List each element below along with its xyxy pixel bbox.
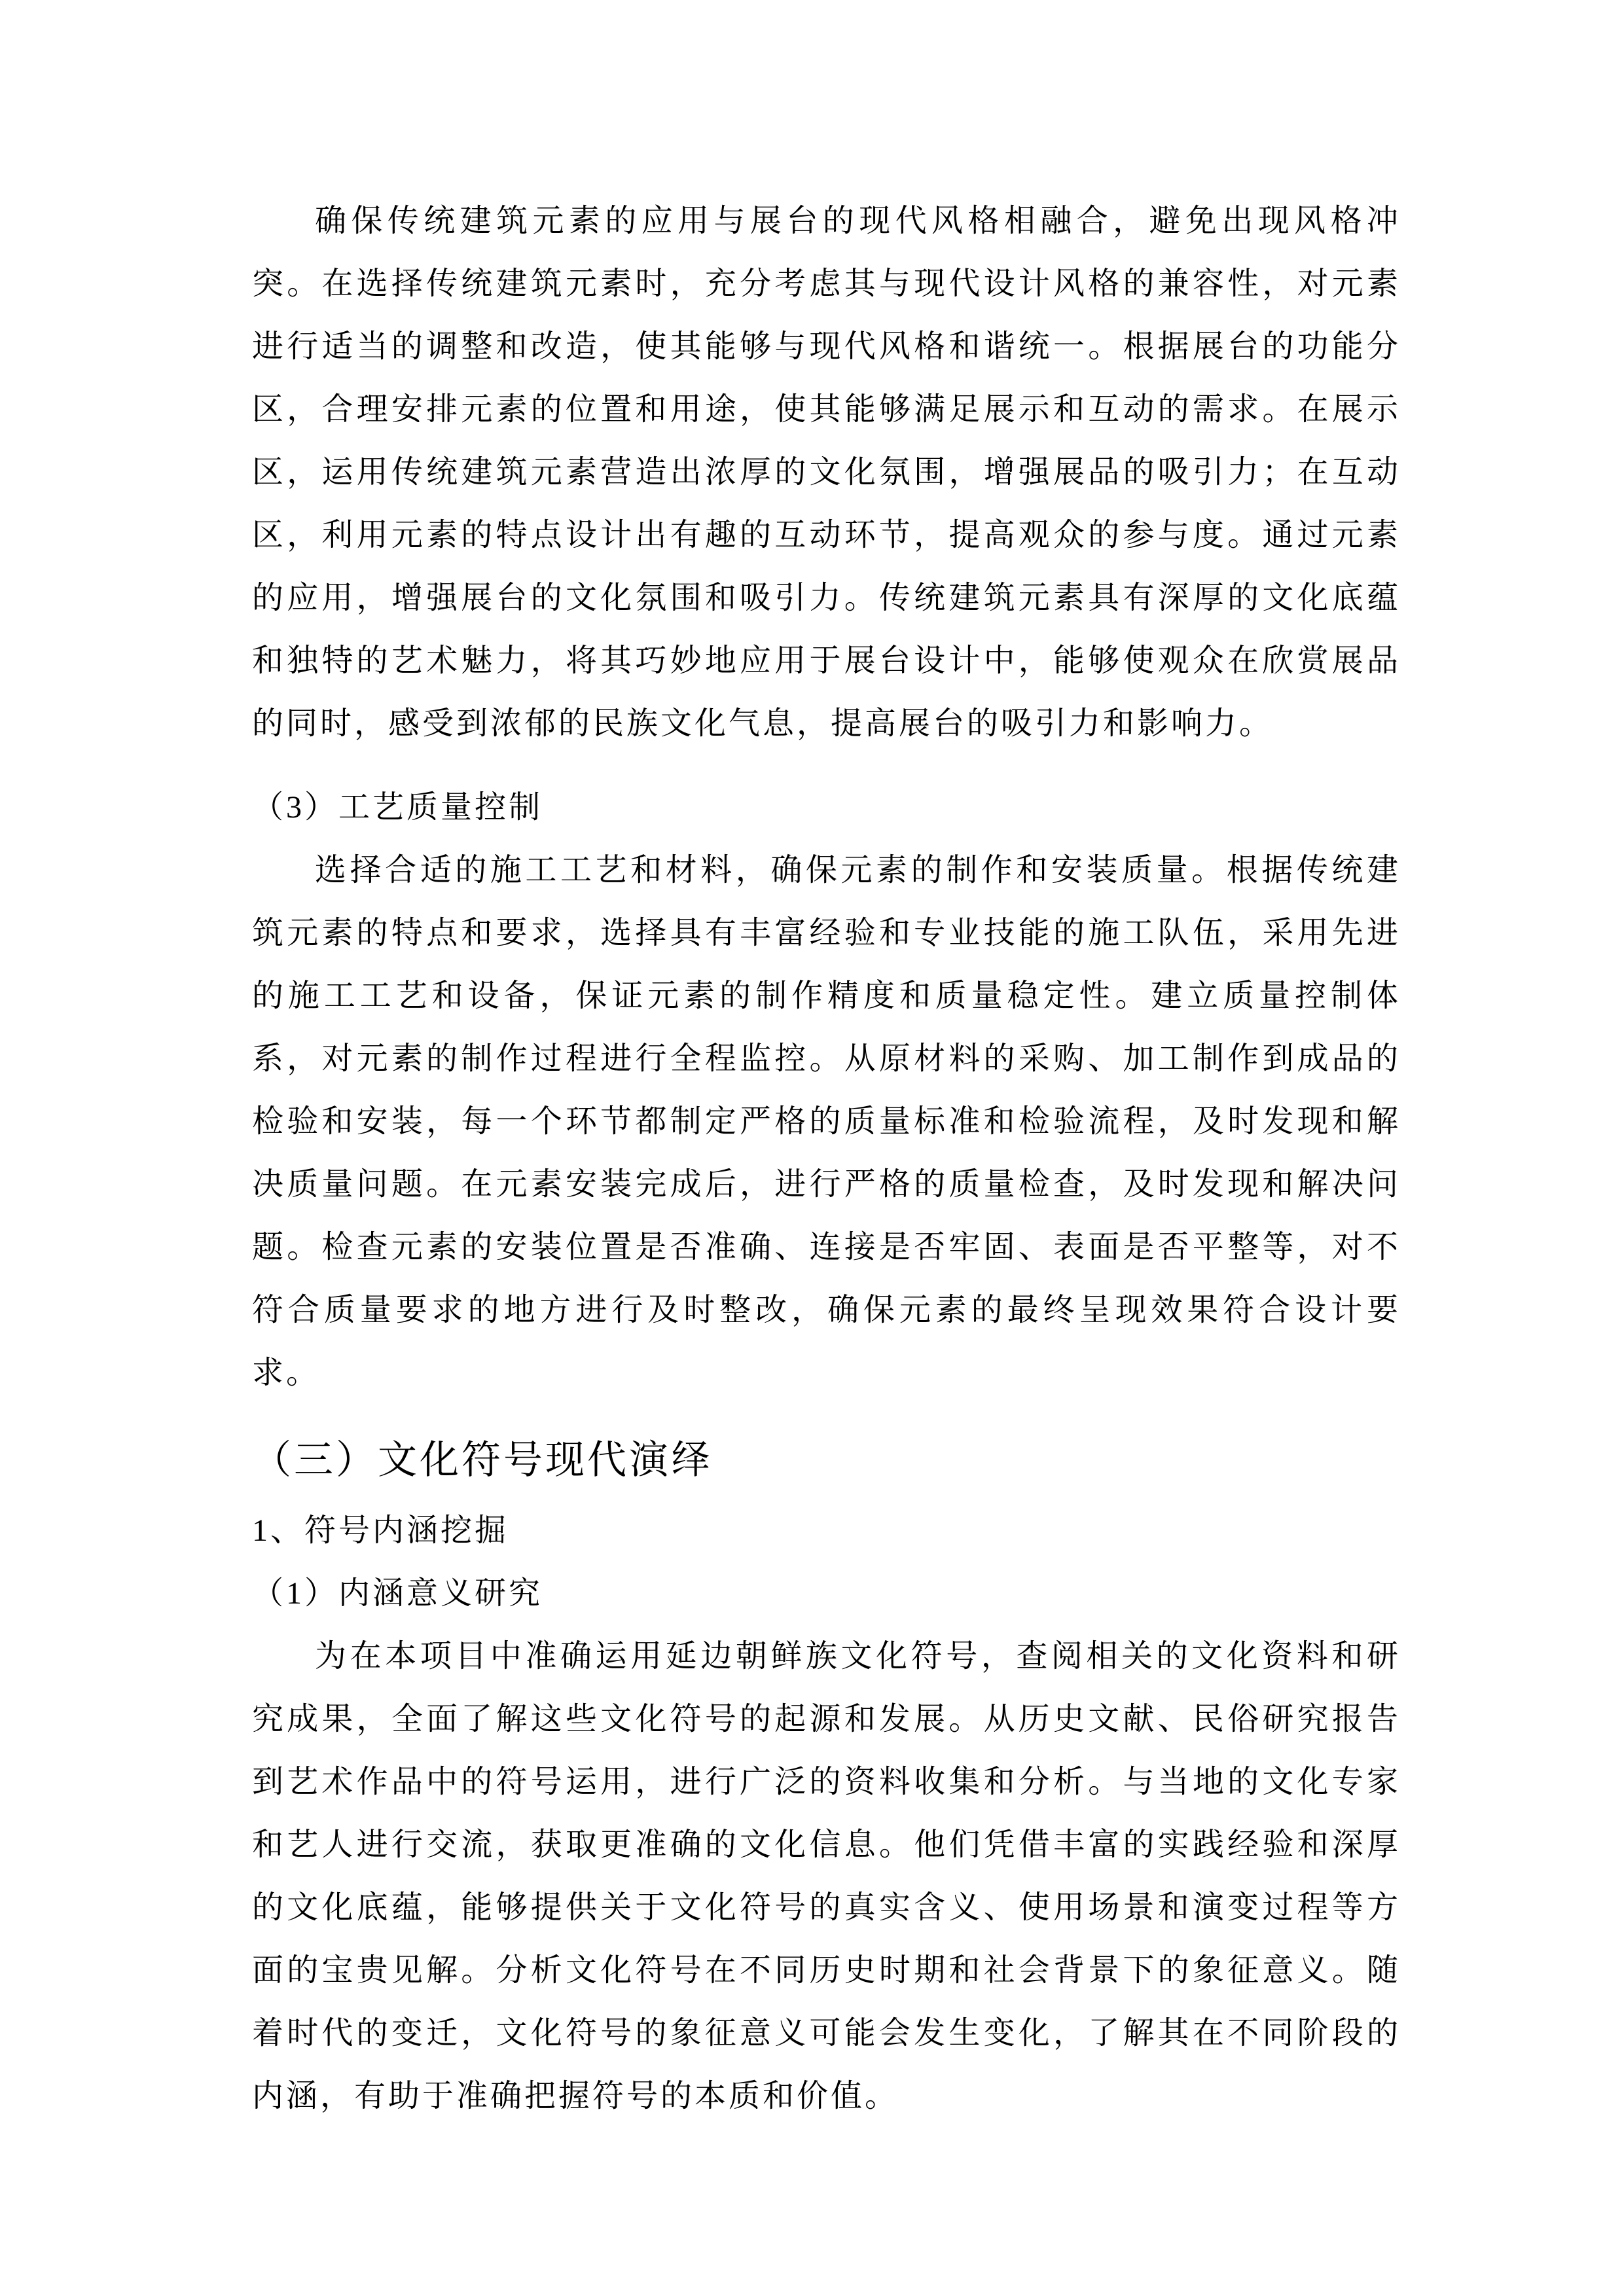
numbered-heading-symbol-connotation: 1、符号内涵挖掘 bbox=[252, 1513, 509, 1548]
body-paragraph-symbol-research: 为在本项目中准确运用延边朝鲜族文化符号，查阅相关的文化资料和研究成果，全面了解这些文化符号的起源和发展。从历史文献、民俗研究报告到艺术作品中的符号运用，进行广泛的资料收集和分析。与当地的文化专家和艺人进行交流，获取更准确的文化信息。他们凭借丰富的实践经验和深厚的文化底蕴，能够提供关于文化符号的真实含义、使用场景和演变过程等方面的宝贵见解。分析文化符号在不同历史时期和社会背景下的象征意义。随着时代的变迁，文化符号的象征意义可能会发生变化，了解其在不同阶段的内涵，有助于准确把握符号的本质和价值。 bbox=[252, 1639, 1401, 2113]
sub-heading-craft-quality-control: （3）工艺质量控制 bbox=[252, 790, 543, 825]
body-paragraph-quality-control: 选择合适的施工工艺和材料，确保元素的制作和安装质量。根据传统建筑元素的特点和要求，选择具有丰富经验和专业技能的施工队伍，采用先进的施工工艺和设备，保证元素的制作精度和质量稳定性。建立质量控制体系，对元素的制作过程进行全程监控。从原材料的采购、加工制作到成品的检验和安装，每一个环节都制定严格的质量标准和检验流程，及时发现和解决质量问题。在元素安装完成后，进行严格的质量检查，及时发现和解决问题。检查元素的安装位置是否准确、连接是否牢固、表面是否平整等，对不符合质量要求的地方进行及时整改，确保元素的最终呈现效果符合设计要求。 bbox=[252, 853, 1401, 1390]
sub-heading-connotation-research: （1）内涵意义研究 bbox=[252, 1576, 543, 1611]
body-paragraph-style-fusion: 确保传统建筑元素的应用与展台的现代风格相融合，避免出现风格冲突。在选择传统建筑元素时，充分考虑其与现代设计风格的兼容性，对元素进行适当的调整和改造，使其能够与现代风格和谐统一。根据展台的功能分区，合理安排元素的位置和用途，使其能够满足展示和互动的需求。在展示区，运用传统建筑元素营造出浓厚的文化氛围，增强展品的吸引力；在互动区，利用元素的特点设计出有趣的互动环节，提高观众的参与度。通过元素的应用，增强展台的文化氛围和吸引力。传统建筑元素具有深厚的文化底蕴和独特的艺术魅力，将其巧妙地应用于展台设计中，能够使观众在欣赏展品的同时，感受到浓郁的民族文化气息，提高展台的吸引力和影响力。 bbox=[252, 204, 1401, 741]
section-heading-cultural-symbols: （三）文化符号现代演绎 bbox=[252, 1439, 713, 1482]
